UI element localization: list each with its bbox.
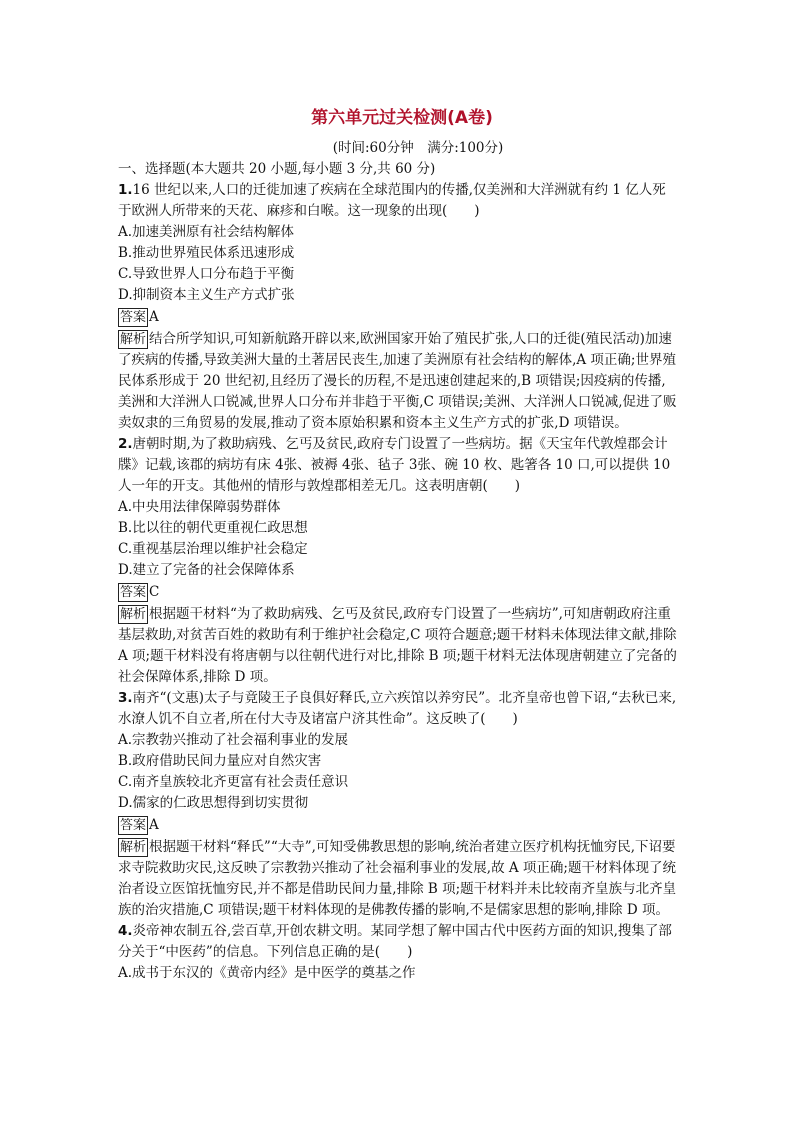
question-stem — [118, 921, 678, 963]
exam-meta: (时间:60分钟 满分:100分) — [332, 140, 504, 156]
question-4 — [118, 921, 678, 984]
option-a: A.成书于东汉的《黄帝内经》是中医学的奠基之作 — [118, 965, 416, 981]
question-3 — [118, 688, 678, 921]
answer-line — [118, 307, 678, 328]
section-heading: 一、选择题(本大题共 20 小题,每小题 3 分,共 60 分) — [118, 161, 436, 177]
question-1 — [118, 180, 678, 434]
option-b: B.推动世界殖民体系迅速形成 — [118, 245, 295, 261]
option-c: C.导致世界人口分布趋于平衡 — [118, 266, 295, 282]
analysis-label: 解析 — [120, 840, 147, 855]
page-title: 第六单元过关检测(A卷) — [311, 108, 493, 128]
answer-value: C — [149, 584, 160, 600]
question-number: 2. — [118, 436, 133, 452]
question-text: 唐朝时期,为了救助病残、乞丐及贫民,政府专门设置了一些病坊。据《天宝年代敦煌郡会计牒》记载,该郡的病坊有床 4张、被褥 4张、毡子 3张、碗 10 枚、匙箸各 10 口,可以提供 10 人一年的开支。其他州的情形与敦煌郡相差无几。这表明唐朝( ) — [118, 436, 671, 494]
analysis-line — [118, 837, 678, 921]
option-a: A.中央用法律保障弱势群体 — [118, 499, 281, 515]
analysis-text: 根据题干材料“释氏”“大寺”,可知受佛教思想的影响,统治者建立医疗机构抚恤穷民,下诏要求寺院救助灾民,这反映了宗教勃兴推动了社会福利事业的发展,故 A 项正确;题干材料体现了统治者设立医馆抚恤穷民,并不都是借助民间力量,排除 B 项;题干材料并未比较南齐皇族与北齐皇族的治灾措施,C 项错误;题干材料体现的是佛教传播的影响,不是儒家思想的影响,排除 D 项。 — [118, 839, 677, 918]
analysis-label: 解析 — [120, 332, 147, 347]
analysis-line — [118, 604, 678, 688]
question-number: 4. — [118, 923, 133, 939]
option-d: D.儒家的仁政思想得到切实贯彻 — [118, 795, 309, 811]
option-a: A.加速美洲原有社会结构解体 — [118, 224, 295, 240]
answer-label: 答案 — [120, 585, 147, 600]
answer-label: 答案 — [120, 818, 147, 833]
answer-line — [118, 815, 678, 836]
answer-label: 答案 — [120, 310, 147, 325]
question-number: 1. — [118, 182, 133, 198]
question-stem — [118, 688, 678, 730]
answer-line — [118, 582, 678, 603]
question-text: 炎帝神农制五谷,尝百草,开创农耕文明。某同学想了解中国古代中医药方面的知识,搜集了部分关于“中医药”的信息。下列信息正确的是( ) — [118, 923, 672, 960]
option-a: A.宗教勃兴推动了社会福利事业的发展 — [118, 732, 349, 748]
option-b: B.比以往的朝代更重视仁政思想 — [118, 520, 308, 536]
option-d: D.抑制资本主义生产方式扩张 — [118, 287, 295, 303]
question-stem — [118, 180, 678, 222]
option-d: D.建立了完备的社会保障体系 — [118, 562, 295, 578]
analysis-text: 结合所学知识,可知新航路开辟以来,欧洲国家开始了殖民扩张,人口的迁徙(殖民活动)加速了疾病的传播,导致美洲大量的土著居民丧生,加速了美洲原有社会结构的解体,A 项正确;世界殖民体系形成于 20 世纪初,且经历了漫长的历程,不是迅速创建起来的,B 项错误;因疫病的传播,美洲和大洋洲人口锐减,世界人口分布并非趋于平衡,C 项错误;美洲、大洋洲人口锐减,促进了贩卖奴隶的三角贸易的发展,推动了资本原始积累和资本主义生产方式的扩张,D 项错误。 — [118, 331, 677, 431]
analysis-text: 根据题干材料“为了救助病残、乞丐及贫民,政府专门设置了一些病坊”,可知唐朝政府注重基层救助,对贫苦百姓的救助有利于维护社会稳定,C 项符合题意;题干材料未体现法律文献,排除 A 项;题干材料没有将唐朝与以往朝代进行对比,排除 B 项;题干材料无法体现唐朝建立了完备的社会保障体系,排除 D 项。 — [118, 606, 677, 685]
question-number: 3. — [118, 690, 133, 706]
option-c: C.重视基层治理以维护社会稳定 — [118, 541, 308, 557]
question-text: 南齐“(文惠)太子与竟陵王子良俱好释氏,立六疾馆以养穷民”。北齐皇帝也曾下诏,“去秋已来,水潦人饥不自立者,所在付大寺及诸富户济其性命”。这反映了( ) — [118, 690, 677, 727]
document-body — [118, 106, 678, 984]
question-2 — [118, 434, 678, 688]
answer-value: A — [149, 817, 159, 833]
question-text: 16 世纪以来,人口的迁徙加速了疾病在全球范围内的传播,仅美洲和大洋洲就有约 1 亿人死于欧洲人所带来的天花、麻疹和白喉。这一现象的出现( ) — [118, 182, 666, 219]
option-b: B.政府借助民间力量应对自然灾害 — [118, 753, 322, 769]
answer-value: A — [149, 309, 159, 325]
analysis-label: 解析 — [120, 607, 147, 622]
analysis-line — [118, 329, 678, 434]
question-stem — [118, 434, 678, 497]
option-c: C.南齐皇族较北齐更富有社会责任意识 — [118, 774, 349, 790]
